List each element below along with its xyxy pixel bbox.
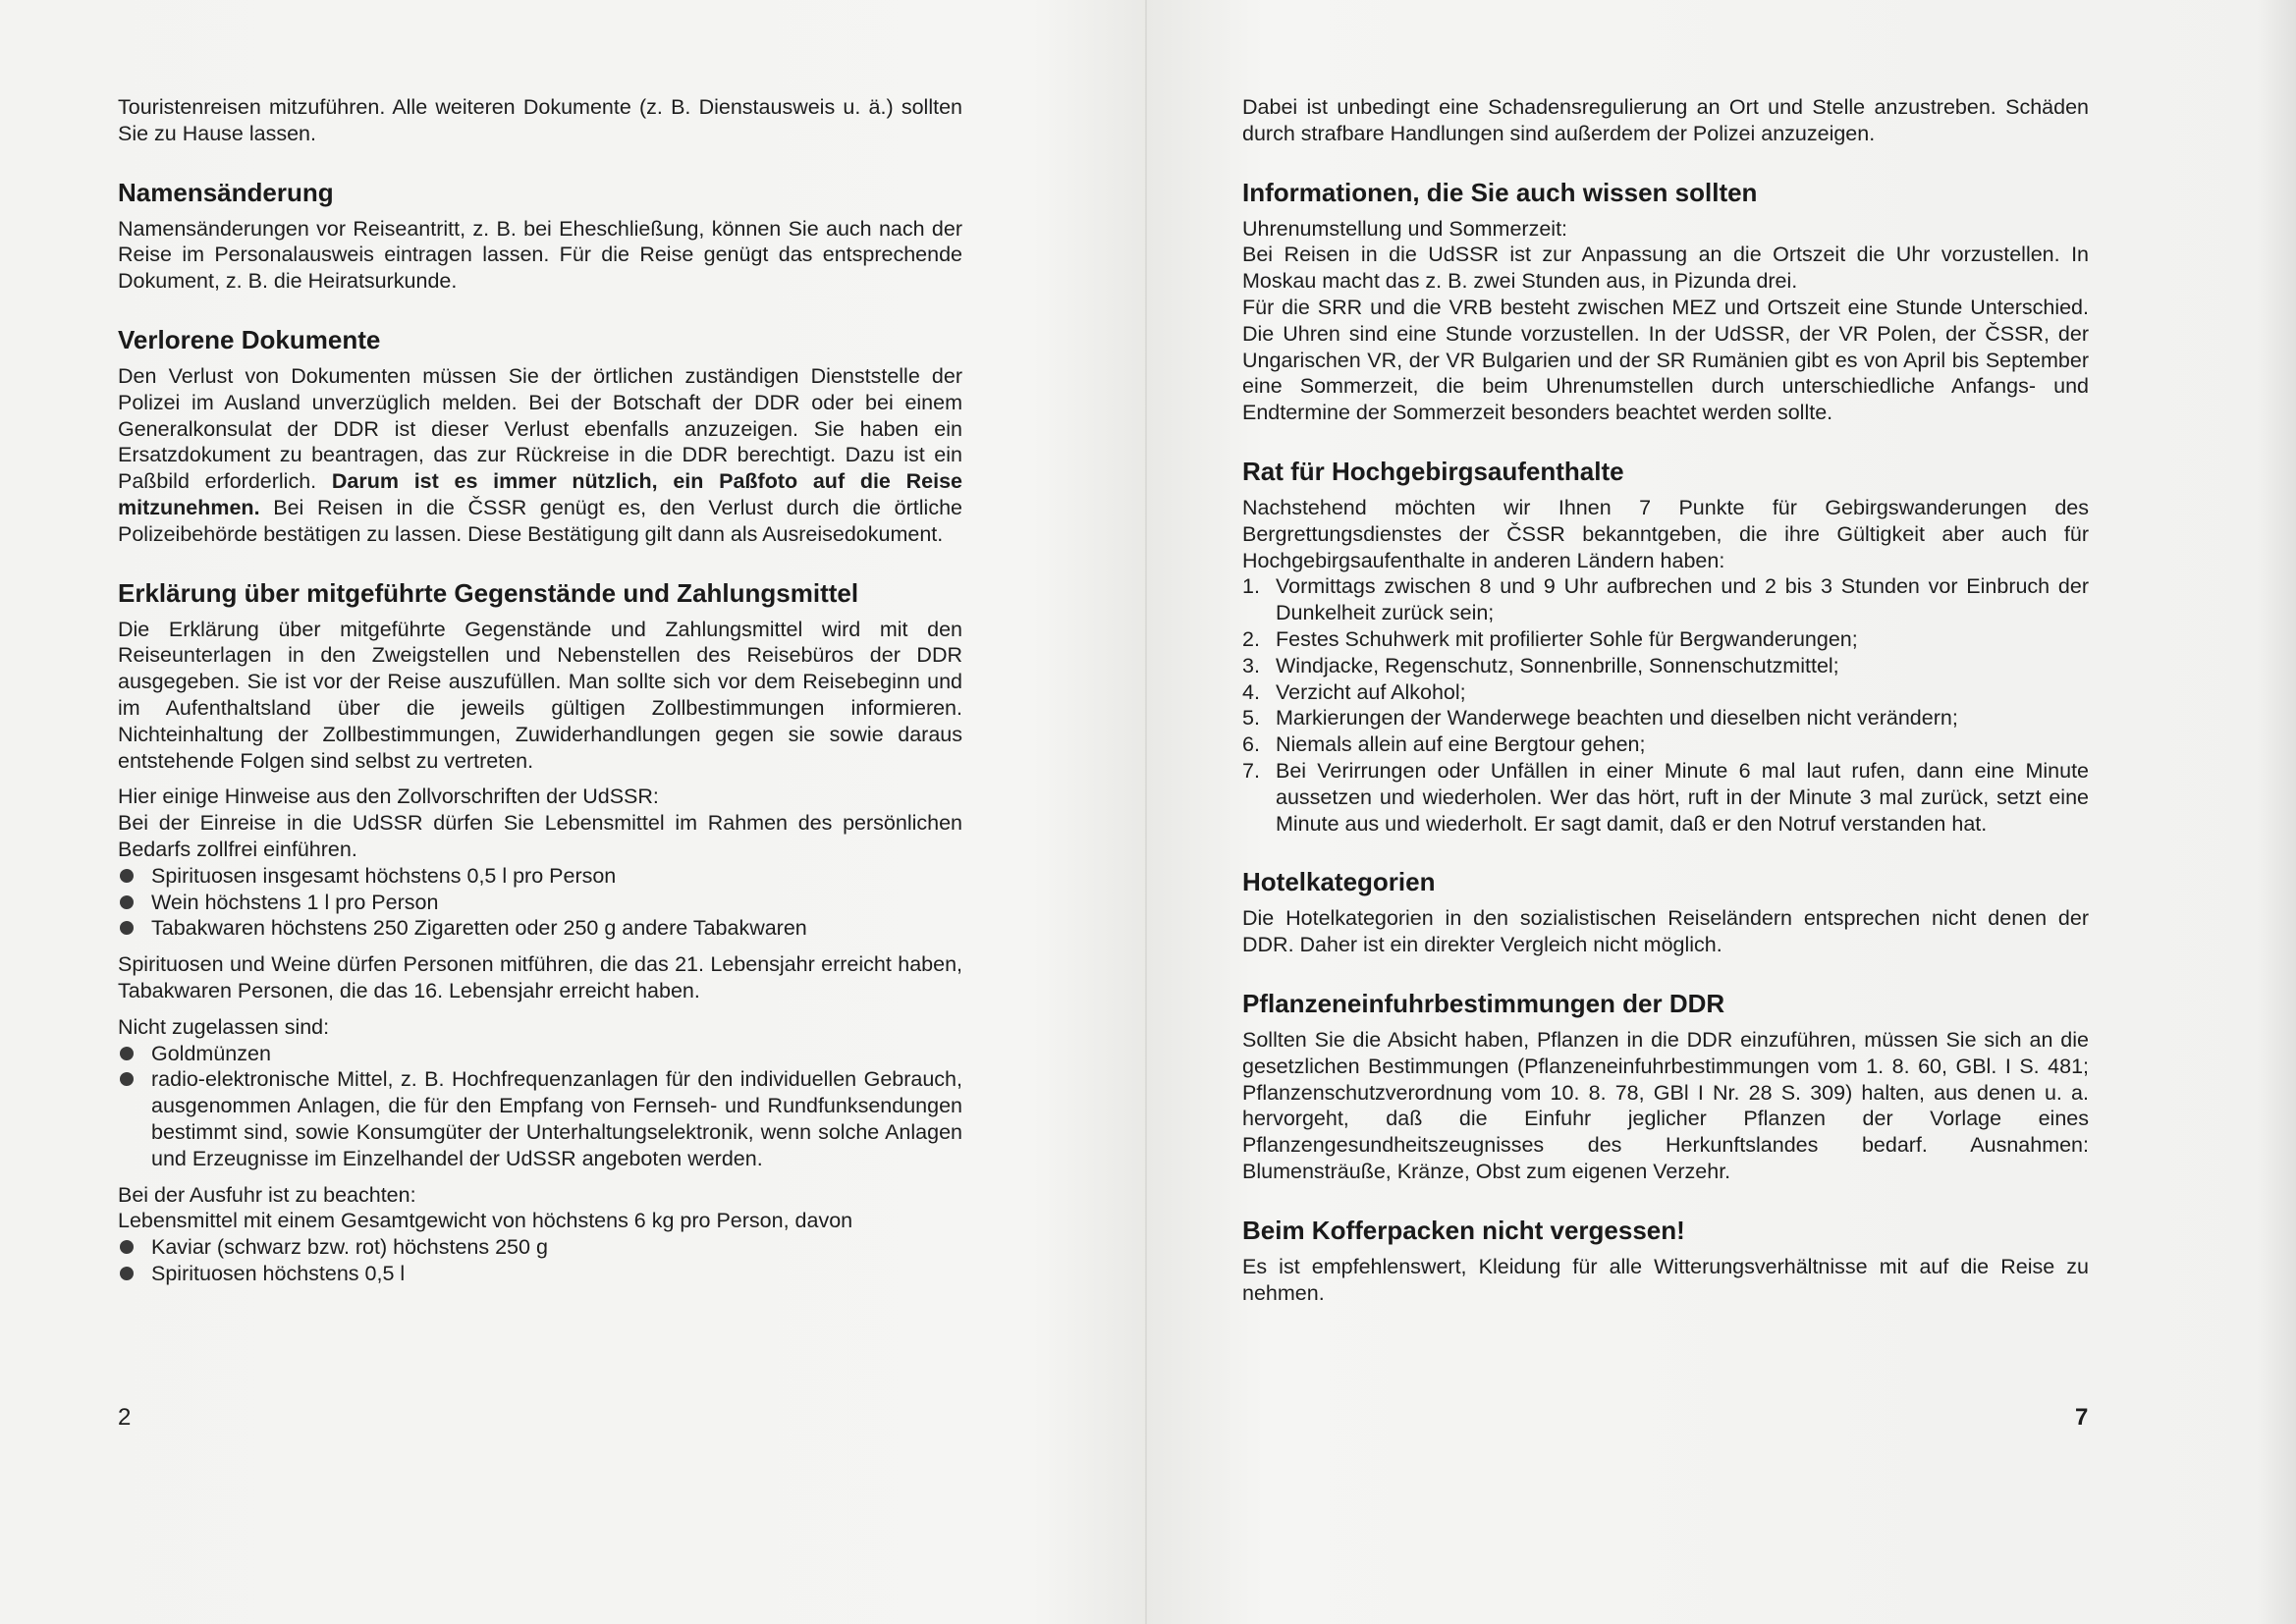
kofferpacken-text: Es ist empfehlenswert, Kleidung für alle Witterungsverhältnisse mit auf die Reise zu nehmen. [1242,1254,2089,1305]
list-item-number: 7. [1242,758,1260,783]
list-item [118,1234,962,1261]
page-number-left: 2 [118,1404,132,1431]
zoll-hint: Hier einige Hinweise aus den Zollvorschriften der UdSSR: [118,785,659,809]
right-intro-text: Dabei ist unbedingt eine Schadensregulierung an Ort und Stelle anzustreben. Schäden durch strafbare Handlungen sind außerdem der Polizei anzuzeigen. [1242,95,2089,145]
erklaerung-text: Die Erklärung über mitgeführte Gegenstände und Zahlungsmittel wird mit den Reiseunterlagen in den Zweigstellen und Nebenstellen des Reisebüros der DDR ausgegeben. Sie ist vor der Reise auszufüllen. Man sollte sich vor dem Reisebeginn und im Aufenthaltsland über die jeweils gültigen Zollbestimmungen informieren. Nichteinhaltung der Zollbestimmungen, Zuwiderhandlungen gegen sie sowie daraus entstehende Folgen sind selbst zu vertreten. [118,617,962,773]
center-fold [1145,0,1147,1624]
paper-edge-shadow [2257,0,2296,1624]
list-item-text: Verzicht auf Alkohol; [1276,679,1466,704]
list-item [1242,653,2089,679]
bullet-icon [120,1240,134,1254]
namensaenderung-text: Namensänderungen vor Reiseantritt, z. B. bei Eheschließung, können Sie auch nach der Reise im Personalausweis eintragen lassen. Für die Reise genügt das entsprechende Dokument, z. B. die Heiratsurkunde. [118,216,962,294]
list-item [118,863,962,890]
list-item-number: 2. [1242,626,1260,651]
list-item [118,1041,962,1067]
list-item-text: Tabakwaren höchstens 250 Zigaretten oder 250 g andere Tabakwaren [151,916,807,941]
list-item-number: 3. [1242,653,1260,677]
heading-hochgebirg: Rat für Hochgebirgsaufenthalte [1242,456,1624,486]
list-item-text: Festes Schuhwerk mit profilierter Sohle für Bergwanderungen; [1276,626,1858,651]
udssr-time-text: Bei Reisen in die UdSSR ist zur Anpassung an die Ortszeit die Uhr vorzustellen. In Moskau macht das z. B. zwei Stunden aus, in Pizunda drei. [1242,243,2089,294]
list-item [1242,679,2089,706]
list-item-number: 4. [1242,679,1260,704]
list-item-text: Bei Verirrungen oder Unfällen in einer Minute 6 mal laut rufen, dann eine Minute aussetzen und wiederholen. Wer das hört, ruft in der Minute 3 mal zurück, setzt eine Minute aus und wiederholt. Er sagt damit, daß er den Notruf verstanden hat. [1276,758,2089,836]
page-number-right: 7 [2075,1404,2089,1431]
list-item [1242,731,2089,758]
import-allowance-list [118,863,962,942]
bullet-icon [120,1047,134,1060]
list-item [1242,573,2089,626]
export-food-text: Lebensmittel mit einem Gesamtgewicht von höchstens 6 kg pro Person, davon [118,1209,853,1233]
left-page [118,94,962,1287]
list-item [118,915,962,942]
heading-erklaerung: Erklärung über mitgeführte Gegenstände und Zahlungsmittel [118,577,859,608]
left-intro-text: Touristenreisen mitzuführen. Alle weiteren Dokumente (z. B. Dienstausweis u. ä.) sollten Sie zu Hause lassen. [118,95,962,145]
not-allowed-list [118,1041,962,1172]
list-item-text: radio-elektronische Mittel, z. B. Hochfrequenzanlagen für den individuellen Gebrauch, ausgenommen Anlagen, die für den Empfang von Fernseh- und Rundfunksendungen bestimmt sind, sowie Konsumgüter der Unterhaltungselektronik, wenn solche Anlagen und Erzeugnisse im Einzelhandel der UdSSR angeboten werden. [151,1067,962,1170]
srr-vrb-time-text: Für die SRR und die VRB besteht zwischen MEZ und Ortszeit eine Stunde Unterschied. Die Uhren sind eine Stunde vorzustellen. In der UdSSR, der VR Polen, der ČSSR, der Ungarischen VR, der VR Bulgarien und der SR Rumänien gibt es von April bis September eine Sommerzeit, die beim Uhrenumstellen durch unterschiedliche Anfangs- und Endtermine der Sommerzeit besonders beachtet werden sollte. [1242,295,2089,425]
list-item-text: Vormittags zwischen 8 und 9 Uhr aufbrechen und 2 bis 3 Stunden vor Einbruch der Dunkelheit zurück sein; [1276,574,2089,625]
hochgebirg-intro: Nachstehend möchten wir Ihnen 7 Punkte für Gebirgswanderungen des Bergrettungsdienstes der ČSSR bekanntgeben, die ihre Gültigkeit aber auch für Hochgebirgsaufenthalte in anderen Ländern haben: [1242,495,2089,572]
list-item-text: Goldmünzen [151,1041,271,1065]
list-item-text: Spirituosen höchstens 0,5 l [151,1261,406,1285]
list-item [118,1261,962,1287]
list-item [118,1066,962,1171]
list-item-text: Kaviar (schwarz bzw. rot) höchstens 250 g [151,1235,548,1260]
list-item-text: Wein höchstens 1 l pro Person [151,890,439,914]
passfoto-bold-note: Darum ist es immer nützlich, ein Paßfoto auf die Reise mitzunehmen. [118,469,962,519]
list-item-number: 1. [1242,574,1260,599]
list-item-number: 5. [1242,706,1260,731]
bullet-icon [120,1072,134,1086]
verlorene-dokumente-text-b: Bei Reisen in die ČSSR genügt es, den Verlust durch die örtliche Polizeibehörde bestätigen zu lassen. Diese Bestätigung gilt dann als Ausreisedokument. [118,495,962,546]
right-page [1242,94,2089,1306]
not-allowed-label: Nicht zugelassen sind: [118,1014,330,1039]
list-item-text: Niemals allein auf eine Bergtour gehen; [1276,732,1646,757]
heading-kofferpacken: Beim Kofferpacken nicht vergessen! [1242,1215,1685,1245]
mountain-rules-list [1242,573,2089,837]
heading-hotelkategorien: Hotelkategorien [1242,867,1436,897]
pflanzeneinfuhr-text: Sollten Sie die Absicht haben, Pflanzen in die DDR einzuführen, müssen Sie sich an die gesetzlichen Bestimmungen (Pflanzeneinfuhrbestimmungen vom 1. 8. 60, GBl. I S. 481; Pflanzenschutzverordnung vom 10. 8. 78, GBl I Nr. 28 S. 309) halten, aus denen u. a. hervorgeht, daß die Einfuhr jeglicher Pflanzen der Vorlage eines Pflanzengesundheitszeugnisses des Herkunftslandes bedarf. Ausnahmen: Blumensträuße, Kränze, Obst zum eigenen Verzehr. [1242,1027,2089,1183]
heading-namensaenderung: Namensänderung [118,177,334,207]
bullet-icon [120,895,134,909]
age-limit-text: Spirituosen und Weine dürfen Personen mitführen, die das 21. Lebensjahr erreicht haben, Tabakwaren Personen, die das 16. Lebensjahr erreicht haben. [118,952,962,1002]
list-item [1242,626,2089,653]
sommerzeit-subheading: Uhrenumstellung und Sommerzeit: [1242,216,1568,241]
hotelkategorien-text: Die Hotelkategorien in den sozialistischen Reiseländern entsprechen nicht denen der DDR. Daher ist ein direkter Vergleich nicht möglich. [1242,906,2089,957]
bullet-icon [120,869,134,883]
list-item [1242,705,2089,731]
list-item [118,890,962,916]
list-item [1242,758,2089,837]
verlorene-dokumente-text [118,363,962,548]
zoll-import-text: Bei der Einreise in die UdSSR dürfen Sie Lebensmittel im Rahmen des persönlichen Bedarfs zollfrei einführen. [118,811,962,861]
heading-informationen: Informationen, die Sie auch wissen sollten [1242,177,1758,207]
verlorene-dokumente-text-a: Den Verlust von Dokumenten müssen Sie der örtlichen zuständigen Dienststelle der Polizei im Ausland unverzüglich melden. Bei der Botschaft der DDR oder bei einem Generalkonsulat der DDR ist dieser Verlust ebenfalls anzuzeigen. Sie haben ein Ersatzdokument zu beantragen, das zur Rückreise in die DDR berechtigt. Dazu ist ein Paßbild erforderlich. [118,363,962,494]
list-item-number: 6. [1242,732,1260,757]
list-item-text: Markierungen der Wanderwege beachten und dieselben nicht verändern; [1276,706,1958,731]
export-label: Bei der Ausfuhr ist zu beachten: [118,1182,416,1207]
export-list [118,1234,962,1287]
list-item-text: Windjacke, Regenschutz, Sonnenbrille, Sonnenschutzmittel; [1276,653,1839,677]
bullet-icon [120,1267,134,1280]
heading-verlorene-dokumente: Verlorene Dokumente [118,324,381,354]
heading-pflanzeneinfuhr: Pflanzeneinfuhrbestimmungen der DDR [1242,988,1725,1018]
list-item-text: Spirituosen insgesamt höchstens 0,5 l pro Person [151,863,617,888]
bullet-icon [120,921,134,935]
